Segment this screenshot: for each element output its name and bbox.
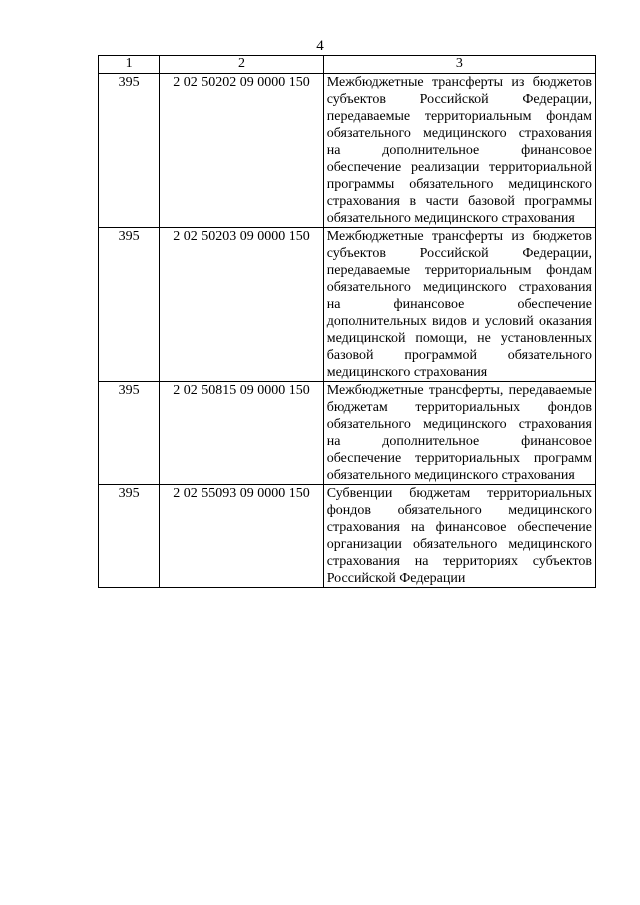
budget-code-cell: 2 02 50815 09 0000 150 [160,382,324,485]
admin-code-cell: 395 [99,74,160,228]
table-row [99,485,596,588]
table-header-row [99,56,596,74]
admin-code-cell: 395 [99,228,160,382]
admin-code-cell: 395 [99,382,160,485]
budget-code-cell: 2 02 50202 09 0000 150 [160,74,324,228]
budget-codes-table [98,55,596,588]
revenue-name-cell: Межбюджетные трансферты, передаваемые бюджетам территориальных фондов обязательного медицинского страхования на дополнительное финансовое обеспечение территориальных программ обязательного медицинского страхования [323,382,595,485]
revenue-name-cell: Субвенции бюджетам территориальных фондов обязательного медицинского страхования на финансовое обеспечение организации обязательного медицинского страхования на территориях субъектов Российской Федерации [323,485,595,588]
revenue-name-cell: Межбюджетные трансферты из бюджетов субъектов Российской Федерации, передаваемые территориальным фондам обязательного медицинского страхования на дополнительное финансовое обеспечение реализации территориальной программы обязательного медицинского страхования в части базовой программы обязательного медицинского страхования [323,74,595,228]
revenue-name-cell: Межбюджетные трансферты из бюджетов субъектов Российской Федерации, передаваемые территориальным фондам обязательного медицинского страхования на финансовое обеспечение дополнительных видов и условий оказания медицинской помощи, не установленных базовой программой обязательного медицинского страхования [323,228,595,382]
page-number: 4 [316,38,324,54]
budget-code-cell: 2 02 50203 09 0000 150 [160,228,324,382]
budget-code-cell: 2 02 55093 09 0000 150 [160,485,324,588]
table-row [99,74,596,228]
table-row [99,382,596,485]
column-header-3: 3 [323,56,595,74]
admin-code-cell: 395 [99,485,160,588]
column-header-1: 1 [99,56,160,74]
table-row [99,228,596,382]
column-header-2: 2 [160,56,324,74]
